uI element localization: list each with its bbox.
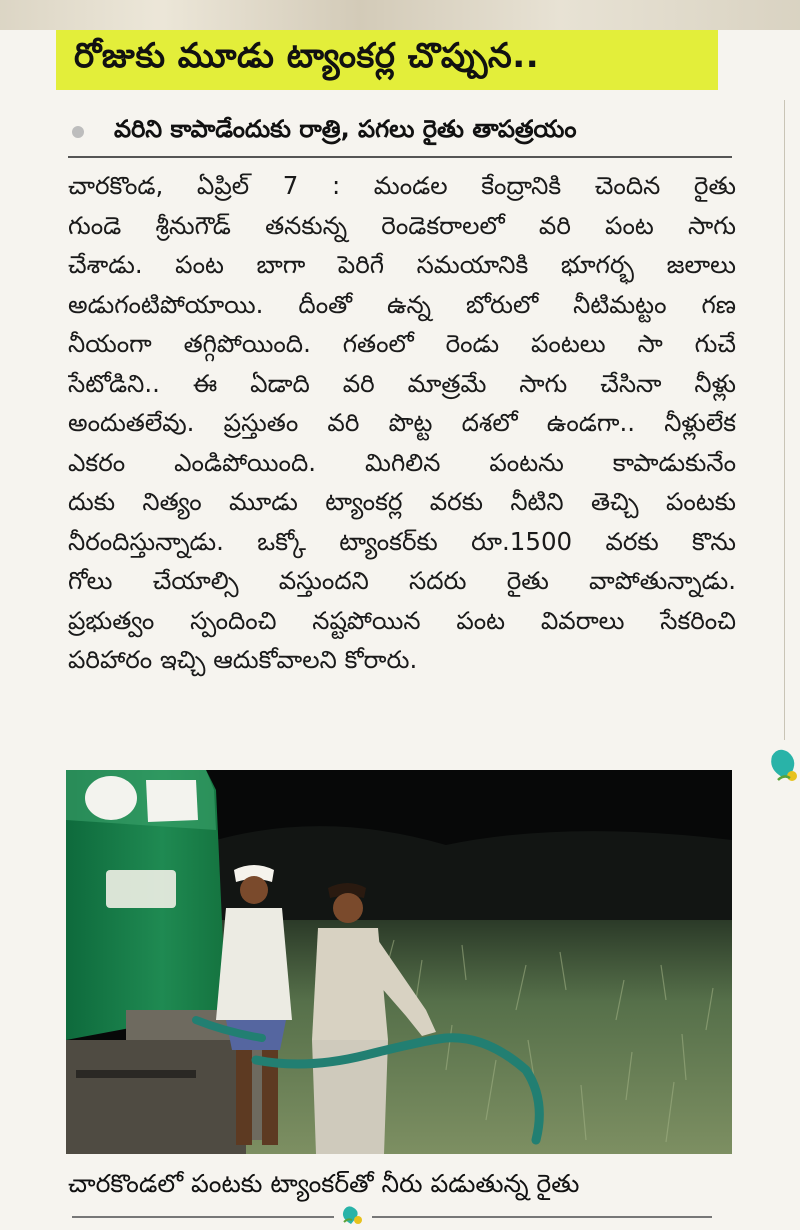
leaf-ornament-icon (766, 744, 800, 784)
leaf-ornament-icon (338, 1204, 364, 1226)
body-line: దుకు నిత్యం మూడు ట్యాంకర్ల వరకు నీటిని తెచ్చి పంటకు (68, 487, 736, 516)
bottom-rule-right (372, 1216, 712, 1218)
top-texture-strip (0, 0, 800, 30)
subheadline-rule (68, 156, 732, 158)
bullet-dot-icon (72, 126, 84, 138)
article-body (68, 166, 736, 766)
body-line: సేటోడిని.. ఈ ఏడాది వరి మాత్రమే సాగు చేసినా నీళ్లు (68, 368, 736, 398)
body-line: గుండె శ్రీనుగౌడ్ తనకున్న రెండెకరాలలో వరి పంట సాగు (68, 210, 736, 240)
body-line: ఎకరం ఎండిపోయింది. మిగిలిన పంటను కాపాడుకునేం (68, 447, 736, 477)
column-divider (784, 100, 785, 740)
news-photo (66, 770, 732, 1154)
headline: రోజుకు మూడు ట్యాంకర్ల చొప్పున.. (74, 36, 540, 76)
subheadline: వరిని కాపాడేందుకు రాత్రి, పగలు రైతు తాపత్రయం (114, 115, 577, 143)
body-line: నీయంగా తగ్గిపోయింది. గతంలో రెండు పంటలు సా గుచే (68, 329, 736, 358)
body-line: పరిహారం ఇచ్చి ఆదుకోవాలని కోరారు. (68, 645, 418, 674)
body-line: చేశాడు. పంట బాగా పెరిగే సమయానికి భూగర్భ జలాలు (68, 250, 736, 279)
body-line: అందుతలేవు. ప్రస్తుతం వరి పొట్ట దశలో ఉండగా.. నీళ్లులేక (68, 408, 736, 437)
body-line: చారకొండ, ఏప్రిల్ 7 : మండల కేంద్రానికి చెందిన రైతు (68, 171, 736, 200)
body-line: అడుగంటిపోయాయి. దీంతో ఉన్న బోరులో నీటిమట్టం గణ (68, 289, 736, 319)
headline-band (56, 30, 718, 90)
photo-caption: చారకొండలో పంటకు ట్యాంకర్‌తో నీరు పడుతున్న రైతు (68, 1169, 580, 1198)
body-line: నీరందిస్తున్నాడు. ఒక్కో ట్యాంకర్‌కు రూ.1500 వరకు కొను (68, 526, 736, 556)
bottom-rule-left (72, 1216, 334, 1218)
body-line: ప్రభుత్వం స్పందించి నష్టపోయిన పంట వివరాలు సేకరించి (68, 605, 736, 635)
subheadline-row (72, 110, 732, 154)
body-line: గోలు చేయాల్సి వస్తుందని సదరు రైతు వాపోతున్నాడు. (68, 566, 736, 595)
